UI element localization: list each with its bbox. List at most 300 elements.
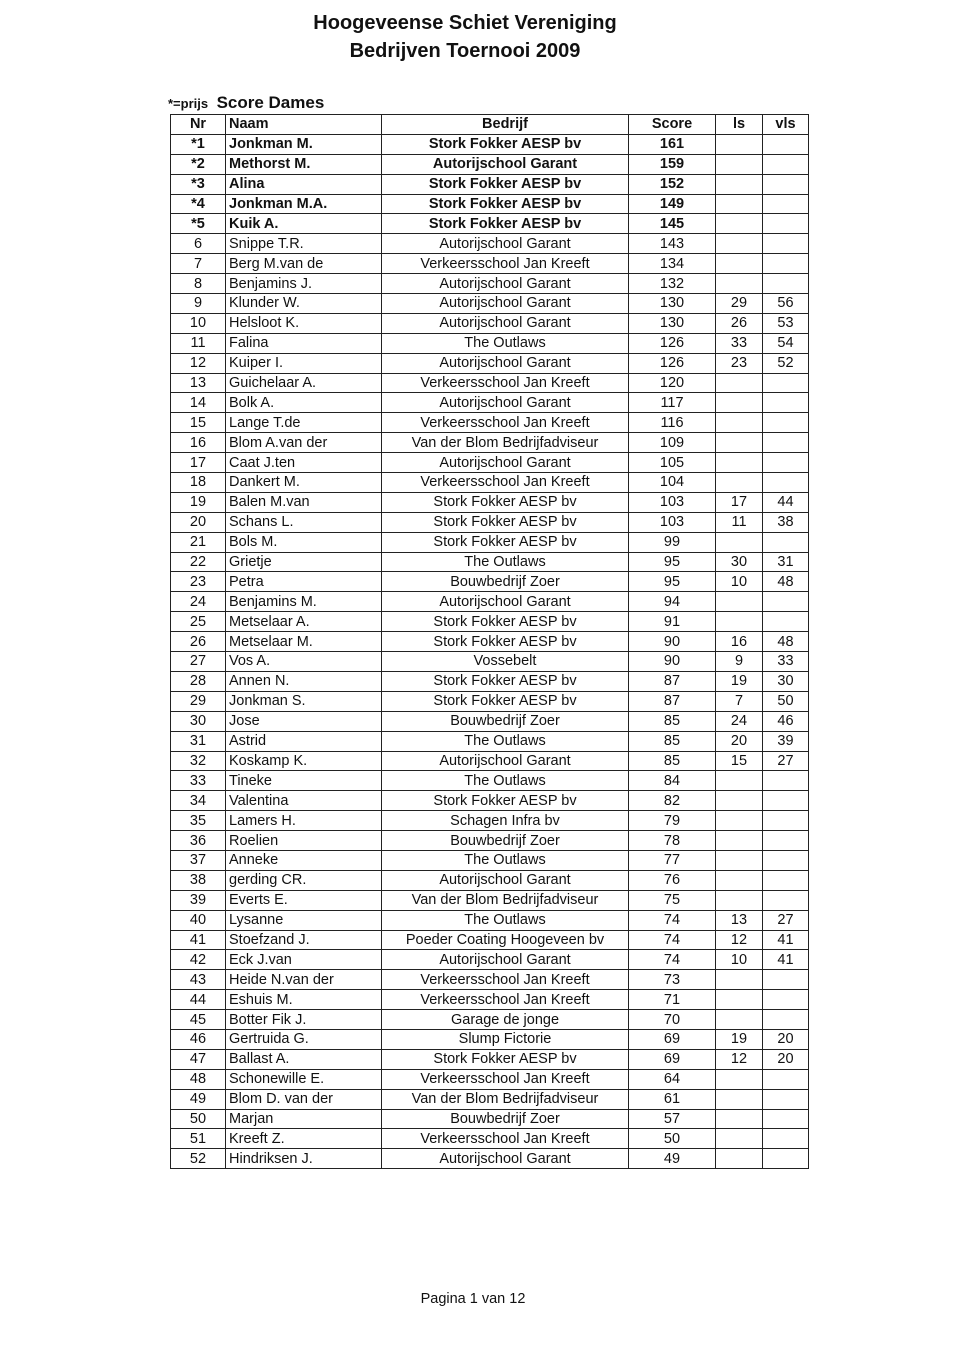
cell-naam: Kreeft Z.	[226, 1129, 382, 1149]
cell-bedrijf: Van der Blom Bedrijfadviseur	[382, 433, 629, 453]
table-row	[171, 333, 809, 353]
cell-naam: Botter Fik J.	[226, 1010, 382, 1030]
table-row	[171, 1010, 809, 1030]
cell-naam: Falina	[226, 333, 382, 353]
cell-ls: 33	[716, 333, 763, 353]
cell-vls	[763, 154, 809, 174]
cell-vls: 52	[763, 353, 809, 373]
cell-vls: 56	[763, 294, 809, 314]
cell-vls	[763, 373, 809, 393]
cell-nr: 51	[171, 1129, 226, 1149]
cell-nr: 17	[171, 453, 226, 473]
cell-score: 130	[629, 313, 716, 333]
table-row	[171, 612, 809, 632]
table-header-row	[171, 115, 809, 135]
cell-ls: 12	[716, 1049, 763, 1069]
prize-legend: *=prijs	[168, 96, 209, 111]
cell-vls: 54	[763, 333, 809, 353]
cell-score: 82	[629, 791, 716, 811]
cell-naam: Dankert M.	[226, 473, 382, 493]
cell-ls	[716, 870, 763, 890]
cell-ls: 19	[716, 1029, 763, 1049]
cell-naam: Koskamp K.	[226, 751, 382, 771]
cell-naam: Benjamins J.	[226, 274, 382, 294]
cell-naam: Helsloot K.	[226, 313, 382, 333]
cell-score: 79	[629, 811, 716, 831]
cell-naam: Schonewille E.	[226, 1069, 382, 1089]
cell-bedrijf: Stork Fokker AESP bv	[382, 214, 629, 234]
cell-vls: 46	[763, 711, 809, 731]
cell-bedrijf: Stork Fokker AESP bv	[382, 512, 629, 532]
cell-vls: 48	[763, 572, 809, 592]
cell-ls	[716, 174, 763, 194]
cell-nr: 15	[171, 413, 226, 433]
document-title: Hoogeveense Schiet Vereniging	[313, 12, 617, 34]
cell-score: 73	[629, 970, 716, 990]
cell-vls	[763, 850, 809, 870]
cell-naam: Jonkman S.	[226, 691, 382, 711]
cell-vls: 27	[763, 910, 809, 930]
cell-ls	[716, 194, 763, 214]
cell-score: 85	[629, 751, 716, 771]
cell-nr: 29	[171, 691, 226, 711]
cell-nr: 35	[171, 811, 226, 831]
cell-bedrijf: Schagen Infra bv	[382, 811, 629, 831]
cell-bedrijf: Stork Fokker AESP bv	[382, 632, 629, 652]
cell-bedrijf: Bouwbedrijf Zoer	[382, 831, 629, 851]
cell-vls	[763, 1129, 809, 1149]
cell-nr: 36	[171, 831, 226, 851]
cell-naam: Kuiper I.	[226, 353, 382, 373]
cell-naam: Snippe T.R.	[226, 234, 382, 254]
cell-bedrijf: Stork Fokker AESP bv	[382, 691, 629, 711]
cell-naam: Metselaar M.	[226, 632, 382, 652]
cell-ls	[716, 373, 763, 393]
cell-vls: 44	[763, 492, 809, 512]
cell-naam: Bolk A.	[226, 393, 382, 413]
table-row	[171, 870, 809, 890]
cell-naam: Schans L.	[226, 512, 382, 532]
cell-bedrijf: The Outlaws	[382, 552, 629, 572]
column-header-vls: vls	[763, 115, 809, 135]
cell-score: 134	[629, 254, 716, 274]
cell-naam: Tineke	[226, 771, 382, 791]
cell-score: 149	[629, 194, 716, 214]
cell-score: 159	[629, 154, 716, 174]
cell-ls: 16	[716, 632, 763, 652]
cell-ls	[716, 1089, 763, 1109]
column-header-nr: Nr	[171, 115, 226, 135]
table-row	[171, 393, 809, 413]
cell-naam: Methorst M.	[226, 154, 382, 174]
cell-vls	[763, 274, 809, 294]
cell-ls	[716, 850, 763, 870]
table-row	[171, 751, 809, 771]
cell-naam: Alina	[226, 174, 382, 194]
cell-ls	[716, 433, 763, 453]
table-row	[171, 771, 809, 791]
cell-score: 76	[629, 870, 716, 890]
cell-score: 161	[629, 134, 716, 154]
cell-bedrijf: Autorijschool Garant	[382, 950, 629, 970]
cell-score: 69	[629, 1029, 716, 1049]
cell-bedrijf: Stork Fokker AESP bv	[382, 612, 629, 632]
cell-ls: 10	[716, 572, 763, 592]
cell-vls: 39	[763, 731, 809, 751]
cell-score: 95	[629, 552, 716, 572]
cell-naam: Astrid	[226, 731, 382, 751]
cell-bedrijf: Stork Fokker AESP bv	[382, 671, 629, 691]
cell-bedrijf: Verkeersschool Jan Kreeft	[382, 254, 629, 274]
cell-bedrijf: Stork Fokker AESP bv	[382, 492, 629, 512]
cell-vls: 48	[763, 632, 809, 652]
cell-nr: *3	[171, 174, 226, 194]
cell-score: 120	[629, 373, 716, 393]
cell-vls	[763, 134, 809, 154]
table-row	[171, 353, 809, 373]
cell-nr: 28	[171, 671, 226, 691]
cell-bedrijf: Autorijschool Garant	[382, 1149, 629, 1169]
cell-score: 90	[629, 632, 716, 652]
cell-bedrijf: Autorijschool Garant	[382, 592, 629, 612]
cell-ls	[716, 831, 763, 851]
cell-bedrijf: Autorijschool Garant	[382, 294, 629, 314]
cell-score: 116	[629, 413, 716, 433]
cell-naam: Ballast A.	[226, 1049, 382, 1069]
cell-nr: *4	[171, 194, 226, 214]
cell-score: 61	[629, 1089, 716, 1109]
cell-nr: 23	[171, 572, 226, 592]
cell-score: 99	[629, 532, 716, 552]
table-row	[171, 711, 809, 731]
cell-ls: 12	[716, 930, 763, 950]
cell-nr: 32	[171, 751, 226, 771]
cell-nr: 37	[171, 850, 226, 870]
page-number: Pagina 1 van 12	[420, 1291, 526, 1307]
cell-vls	[763, 791, 809, 811]
table-row	[171, 791, 809, 811]
cell-ls: 20	[716, 731, 763, 751]
cell-vls	[763, 1109, 809, 1129]
cell-nr: 25	[171, 612, 226, 632]
cell-vls	[763, 1010, 809, 1030]
cell-score: 152	[629, 174, 716, 194]
cell-naam: Grietje	[226, 552, 382, 572]
cell-vls: 20	[763, 1029, 809, 1049]
table-row	[171, 1129, 809, 1149]
cell-bedrijf: Van der Blom Bedrijfadviseur	[382, 890, 629, 910]
cell-vls	[763, 1089, 809, 1109]
cell-score: 95	[629, 572, 716, 592]
cell-ls: 26	[716, 313, 763, 333]
cell-ls	[716, 393, 763, 413]
cell-nr: 50	[171, 1109, 226, 1129]
cell-vls	[763, 174, 809, 194]
cell-ls: 30	[716, 552, 763, 572]
cell-bedrijf: Autorijschool Garant	[382, 274, 629, 294]
cell-nr: 13	[171, 373, 226, 393]
table-row	[171, 552, 809, 572]
table-row	[171, 274, 809, 294]
cell-bedrijf: Verkeersschool Jan Kreeft	[382, 1069, 629, 1089]
cell-nr: 20	[171, 512, 226, 532]
table-row	[171, 174, 809, 194]
cell-bedrijf: Stork Fokker AESP bv	[382, 532, 629, 552]
table-row	[171, 1109, 809, 1129]
cell-naam: Lamers H.	[226, 811, 382, 831]
table-row	[171, 154, 809, 174]
document-subtitle: Bedrijven Toernooi 2009	[349, 40, 581, 62]
cell-vls: 33	[763, 652, 809, 672]
table-row	[171, 194, 809, 214]
cell-bedrijf: Garage de jonge	[382, 1010, 629, 1030]
table-row	[171, 811, 809, 831]
cell-vls	[763, 970, 809, 990]
cell-vls: 30	[763, 671, 809, 691]
cell-naam: Blom A.van der	[226, 433, 382, 453]
section-heading	[168, 93, 324, 113]
table-row	[171, 413, 809, 433]
cell-vls	[763, 413, 809, 433]
cell-vls: 41	[763, 930, 809, 950]
cell-bedrijf: Verkeersschool Jan Kreeft	[382, 413, 629, 433]
table-row	[171, 850, 809, 870]
cell-ls	[716, 771, 763, 791]
cell-vls	[763, 1149, 809, 1169]
cell-nr: 46	[171, 1029, 226, 1049]
cell-vls: 20	[763, 1049, 809, 1069]
cell-nr: 38	[171, 870, 226, 890]
table-row	[171, 492, 809, 512]
cell-vls: 41	[763, 950, 809, 970]
table-row	[171, 473, 809, 493]
cell-naam: Jonkman M.A.	[226, 194, 382, 214]
cell-score: 145	[629, 214, 716, 234]
cell-bedrijf: Verkeersschool Jan Kreeft	[382, 473, 629, 493]
cell-nr: 7	[171, 254, 226, 274]
table-row	[171, 731, 809, 751]
table-row	[171, 592, 809, 612]
cell-bedrijf: The Outlaws	[382, 910, 629, 930]
cell-vls	[763, 771, 809, 791]
cell-nr: 14	[171, 393, 226, 413]
cell-ls	[716, 1129, 763, 1149]
table-row	[171, 970, 809, 990]
cell-naam: Jose	[226, 711, 382, 731]
column-header-bedrijf: Bedrijf	[382, 115, 629, 135]
cell-vls	[763, 194, 809, 214]
cell-vls: 27	[763, 751, 809, 771]
cell-score: 132	[629, 274, 716, 294]
cell-bedrijf: The Outlaws	[382, 731, 629, 751]
cell-ls	[716, 134, 763, 154]
table-row	[171, 1049, 809, 1069]
cell-ls: 24	[716, 711, 763, 731]
cell-ls: 10	[716, 950, 763, 970]
cell-vls: 53	[763, 313, 809, 333]
cell-nr: 47	[171, 1049, 226, 1069]
cell-score: 74	[629, 950, 716, 970]
cell-nr: 48	[171, 1069, 226, 1089]
cell-score: 64	[629, 1069, 716, 1089]
cell-score: 85	[629, 711, 716, 731]
cell-score: 87	[629, 671, 716, 691]
cell-nr: 10	[171, 313, 226, 333]
cell-bedrijf: Bouwbedrijf Zoer	[382, 1109, 629, 1129]
cell-score: 87	[629, 691, 716, 711]
cell-ls	[716, 612, 763, 632]
cell-score: 50	[629, 1129, 716, 1149]
cell-vls	[763, 453, 809, 473]
cell-vls	[763, 433, 809, 453]
cell-bedrijf: Autorijschool Garant	[382, 154, 629, 174]
cell-nr: 52	[171, 1149, 226, 1169]
table-row	[171, 453, 809, 473]
table-body	[171, 134, 809, 1168]
cell-score: 130	[629, 294, 716, 314]
cell-naam: Everts E.	[226, 890, 382, 910]
cell-ls: 7	[716, 691, 763, 711]
table-row	[171, 234, 809, 254]
table-row	[171, 433, 809, 453]
cell-nr: 49	[171, 1089, 226, 1109]
cell-naam: Annen N.	[226, 671, 382, 691]
cell-naam: Balen M.van	[226, 492, 382, 512]
cell-score: 143	[629, 234, 716, 254]
cell-score: 84	[629, 771, 716, 791]
cell-nr: 45	[171, 1010, 226, 1030]
cell-vls	[763, 831, 809, 851]
cell-ls	[716, 274, 763, 294]
cell-bedrijf: The Outlaws	[382, 850, 629, 870]
cell-ls: 11	[716, 512, 763, 532]
cell-score: 94	[629, 592, 716, 612]
table-row	[171, 294, 809, 314]
cell-ls	[716, 532, 763, 552]
cell-bedrijf: The Outlaws	[382, 771, 629, 791]
cell-vls	[763, 234, 809, 254]
cell-bedrijf: Autorijschool Garant	[382, 234, 629, 254]
cell-score: 126	[629, 353, 716, 373]
table-row	[171, 532, 809, 552]
cell-bedrijf: Stork Fokker AESP bv	[382, 1049, 629, 1069]
cell-vls	[763, 1069, 809, 1089]
cell-score: 70	[629, 1010, 716, 1030]
cell-vls	[763, 990, 809, 1010]
cell-ls: 17	[716, 492, 763, 512]
cell-bedrijf: Verkeersschool Jan Kreeft	[382, 373, 629, 393]
cell-nr: *5	[171, 214, 226, 234]
cell-score: 103	[629, 492, 716, 512]
table-row	[171, 313, 809, 333]
table-row	[171, 1029, 809, 1049]
table-row	[171, 691, 809, 711]
cell-bedrijf: Autorijschool Garant	[382, 751, 629, 771]
cell-score: 75	[629, 890, 716, 910]
cell-nr: 22	[171, 552, 226, 572]
table-row	[171, 572, 809, 592]
cell-nr: 21	[171, 532, 226, 552]
cell-bedrijf: Stork Fokker AESP bv	[382, 194, 629, 214]
cell-ls	[716, 811, 763, 831]
table-row	[171, 254, 809, 274]
cell-bedrijf: Stork Fokker AESP bv	[382, 134, 629, 154]
cell-bedrijf: Verkeersschool Jan Kreeft	[382, 1129, 629, 1149]
cell-ls: 23	[716, 353, 763, 373]
cell-score: 126	[629, 333, 716, 353]
cell-nr: 9	[171, 294, 226, 314]
cell-ls	[716, 890, 763, 910]
cell-nr: 40	[171, 910, 226, 930]
cell-naam: Marjan	[226, 1109, 382, 1129]
cell-naam: Petra	[226, 572, 382, 592]
cell-bedrijf: Autorijschool Garant	[382, 393, 629, 413]
cell-ls	[716, 1010, 763, 1030]
table-row	[171, 373, 809, 393]
table-row	[171, 990, 809, 1010]
cell-ls	[716, 970, 763, 990]
cell-naam: Roelien	[226, 831, 382, 851]
cell-nr: 41	[171, 930, 226, 950]
cell-ls	[716, 154, 763, 174]
cell-naam: Hindriksen J.	[226, 1149, 382, 1169]
cell-bedrijf: The Outlaws	[382, 333, 629, 353]
cell-nr: 24	[171, 592, 226, 612]
cell-nr: 16	[171, 433, 226, 453]
cell-vls	[763, 890, 809, 910]
table-row	[171, 930, 809, 950]
cell-ls	[716, 592, 763, 612]
cell-score: 117	[629, 393, 716, 413]
cell-naam: gerding CR.	[226, 870, 382, 890]
cell-ls	[716, 473, 763, 493]
cell-score: 90	[629, 652, 716, 672]
cell-ls	[716, 791, 763, 811]
cell-nr: 19	[171, 492, 226, 512]
cell-bedrijf: Verkeersschool Jan Kreeft	[382, 990, 629, 1010]
cell-vls	[763, 473, 809, 493]
cell-vls	[763, 214, 809, 234]
cell-nr: *2	[171, 154, 226, 174]
cell-score: 85	[629, 731, 716, 751]
cell-naam: Jonkman M.	[226, 134, 382, 154]
cell-score: 74	[629, 910, 716, 930]
cell-score: 57	[629, 1109, 716, 1129]
cell-naam: Klunder W.	[226, 294, 382, 314]
cell-nr: 30	[171, 711, 226, 731]
table-row	[171, 512, 809, 532]
table-row	[171, 1149, 809, 1169]
cell-ls	[716, 1109, 763, 1129]
cell-ls	[716, 1149, 763, 1169]
cell-naam: Lysanne	[226, 910, 382, 930]
table-row	[171, 890, 809, 910]
cell-vls	[763, 532, 809, 552]
cell-vls	[763, 592, 809, 612]
cell-score: 77	[629, 850, 716, 870]
table-row	[171, 632, 809, 652]
column-header-naam: Naam	[226, 115, 382, 135]
cell-naam: Eshuis M.	[226, 990, 382, 1010]
cell-score: 105	[629, 453, 716, 473]
cell-score: 78	[629, 831, 716, 851]
column-header-score: Score	[629, 115, 716, 135]
cell-naam: Valentina	[226, 791, 382, 811]
cell-nr: 6	[171, 234, 226, 254]
cell-naam: Eck J.van	[226, 950, 382, 970]
cell-bedrijf: Slump Fictorie	[382, 1029, 629, 1049]
cell-score: 104	[629, 473, 716, 493]
